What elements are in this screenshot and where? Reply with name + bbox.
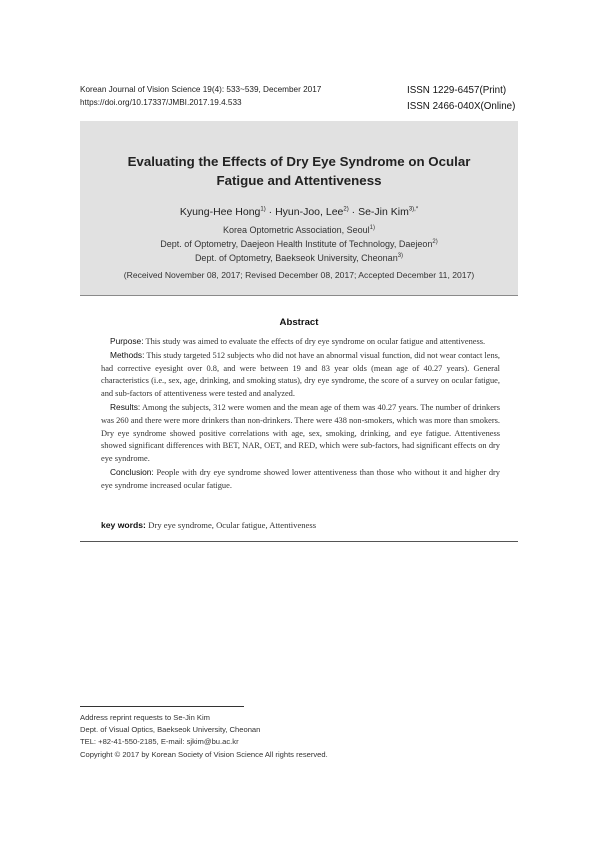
abstract-conclusion	[101, 466, 500, 493]
correspondence-footnote	[80, 712, 328, 761]
affiliation-sup: 2)	[432, 239, 438, 245]
author: Hyun-Joo, Lee	[275, 206, 344, 218]
affiliation-3	[80, 253, 518, 263]
author-separator: ·	[265, 206, 276, 218]
keywords-label: key words:	[101, 520, 146, 530]
affiliation-text: Dept. of Optometry, Daejeon Health Institute of Technology, Daejeon	[160, 239, 433, 249]
affiliation-text: Korea Optometric Association, Seoul	[223, 225, 370, 235]
footnote-line: Dept. of Visual Optics, Baekseok University, Cheonan	[80, 725, 261, 735]
abstract-body	[101, 335, 500, 493]
title-line-1: Evaluating the Effects of Dry Eye Syndrome on Ocular	[127, 154, 471, 169]
received-dates: (Received November 08, 2017; Revised December 08, 2017; Accepted December 11, 2017)	[123, 270, 475, 280]
abstract-purpose	[101, 335, 500, 349]
abstract-heading: Abstract	[279, 317, 319, 328]
abstract-methods	[101, 349, 500, 401]
keywords	[101, 520, 316, 530]
author-sup: 3),*	[408, 206, 419, 213]
keywords-value: Dry eye syndrome, Ocular fatigue, Attentiveness	[148, 520, 317, 530]
section-label: Results:	[110, 401, 141, 412]
author-separator: ·	[348, 206, 359, 218]
section-text: This study targeted 512 subjects who did not have an abnormal visual function, did not wear contact lens, had corrective eyesight over 0.8, and were between 19 and 83 year olds (mean age of 40.27 years). General characteristics (i.e., sex, age, drinking, and smoking status), dry eye syndrome, the score of a survey on ocular fatigue, and sub-factors of attentiveness were tested and analyzed.	[101, 350, 501, 399]
affiliation-text: Dept. of Optometry, Baekseok University, Cheonan	[194, 253, 398, 263]
issn-block	[407, 83, 515, 114]
author-list	[80, 206, 518, 218]
footnote-divider	[80, 706, 244, 707]
author: Se-Jin Kim	[358, 206, 409, 218]
affiliation-sup: 1)	[369, 225, 375, 231]
section-label: Purpose:	[110, 336, 144, 346]
section-text: Among the subjects, 312 were women and the mean age of them was 40.27 years. The number of drinkers was 260 and there were more drinkers than non-drinkers. There were 438 non-smokers, which was more than smokers. Dry eye syndrome showed positive correlations with age, sex, smoking, drinking, and eye fatigue. Attentiveness showed significant differences with BET, NAR, OET, and RED, which were sub-factors, had significant effects on dry eye syndrome.	[101, 402, 500, 464]
paper-title	[80, 153, 518, 190]
footnote-line: TEL: +82-41-550-2185, E-mail: sjkim@bu.ac.kr	[80, 737, 239, 747]
journal-citation: Korean Journal of Vision Science 19(4): 533~539, December 2017	[80, 85, 322, 94]
doi-link[interactable]: https://doi.org/10.17337/JMBI.2017.19.4.533	[80, 97, 242, 107]
issn-print: ISSN 1229-6457(Print)	[407, 85, 507, 96]
author: Kyung-Hee Hong	[179, 206, 261, 218]
abstract-results	[101, 401, 500, 466]
section-text: This study was aimed to evaluate the effects of dry eye syndrome on ocular fatigue and attentiveness.	[143, 337, 486, 346]
issn-online: ISSN 2466-040X(Online)	[407, 100, 516, 112]
copyright-line: Copyright © 2017 by Korean Society of Vision Science All rights reserved.	[80, 749, 328, 759]
affiliation-sup: 3)	[397, 253, 404, 259]
section-text: People with dry eye syndrome showed lower attentiveness than those who without it and higher dry eye syndrome increased ocular fatigue.	[101, 467, 500, 490]
section-label: Methods:	[110, 349, 145, 360]
footnote-line: Address reprint requests to Se-Jin Kim	[80, 713, 210, 722]
section-label: Conclusion:	[110, 466, 154, 477]
title-line-2: Fatigue and Attentiveness	[216, 172, 382, 188]
abstract-divider	[80, 541, 518, 542]
journal-header	[80, 84, 321, 109]
author-sup: 2)	[343, 206, 349, 213]
affiliation-1	[80, 225, 518, 235]
affiliation-2	[80, 239, 518, 249]
author-sup: 1)	[260, 206, 266, 213]
